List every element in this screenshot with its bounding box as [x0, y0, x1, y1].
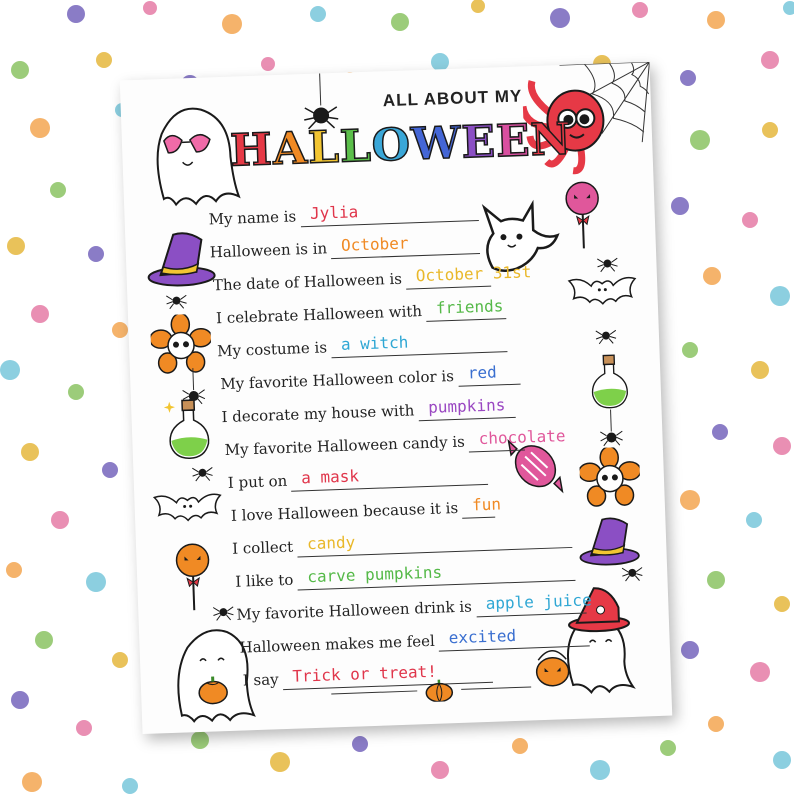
polka-dot — [30, 118, 50, 138]
polka-dot — [773, 437, 791, 455]
polka-dot — [708, 716, 724, 732]
polka-dot — [391, 13, 409, 31]
polka-dot — [22, 772, 42, 792]
polka-dot — [11, 61, 29, 79]
form-answer: a witch — [340, 332, 409, 354]
potion-bottle-icon — [586, 353, 634, 411]
answer-line[interactable] — [475, 588, 592, 617]
polka-dot — [712, 424, 728, 440]
form-answer: October 31st — [415, 262, 532, 286]
polka-dot — [750, 662, 770, 682]
polka-dot — [7, 237, 25, 255]
worksheet — [120, 62, 673, 734]
answer-line[interactable] — [462, 493, 502, 519]
title-letter: O — [370, 119, 412, 172]
answer-line[interactable] — [405, 262, 532, 290]
form-answer: Trick or treat! — [292, 661, 438, 686]
polka-dot — [352, 736, 368, 752]
polka-dot — [746, 512, 762, 528]
polka-dot — [35, 631, 53, 649]
polka-dot — [742, 212, 758, 228]
answer-line[interactable] — [457, 360, 520, 387]
polka-dot — [707, 11, 725, 29]
polka-dot — [261, 57, 275, 71]
polka-dot — [773, 751, 791, 769]
potion-bottle-icon — [163, 397, 215, 461]
polka-dot — [222, 14, 242, 34]
form-answer: friends — [435, 296, 504, 318]
form-answer: chocolate — [478, 426, 566, 449]
answer-line[interactable] — [468, 426, 566, 453]
small-spider-icon — [191, 462, 214, 483]
witch-hat-icon — [145, 227, 217, 289]
polka-dot — [681, 641, 699, 659]
title-letter: L — [307, 121, 341, 174]
title-letter: W — [410, 117, 463, 171]
title-letter: N — [529, 113, 573, 167]
page-title — [229, 113, 573, 178]
form-prompt: I say — [242, 670, 279, 690]
polka-dot — [770, 286, 790, 306]
subtitle: ALL ABOUT MY — [382, 86, 523, 111]
polka-dot — [68, 384, 84, 400]
polka-dot — [431, 761, 449, 779]
form-answer: a mask — [300, 466, 360, 488]
form-answer: pumpkins — [427, 395, 506, 417]
form-prompt: My favorite Halloween drink is — [236, 597, 473, 624]
form-prompt: I like to — [234, 570, 294, 591]
polka-dot — [86, 572, 106, 592]
form-prompt: My name is — [208, 207, 297, 229]
flower-skull-icon — [579, 447, 641, 509]
polka-dot — [122, 778, 138, 794]
answer-line[interactable] — [426, 294, 507, 322]
title-letter: E — [460, 116, 497, 169]
small-spider-icon — [165, 290, 188, 311]
polka-dot — [703, 267, 721, 285]
form-answer: excited — [448, 625, 517, 648]
polka-dot — [6, 562, 22, 578]
polka-dot — [707, 571, 725, 589]
polka-dot — [50, 182, 66, 198]
polka-dot — [680, 490, 700, 510]
polka-dot — [112, 652, 128, 668]
polka-dot — [0, 360, 20, 380]
polka-dot — [11, 691, 29, 709]
small-spider-icon — [595, 325, 618, 346]
small-spider-icon — [621, 562, 644, 583]
form-answer: carve pumpkins — [306, 562, 443, 587]
polka-dot — [751, 361, 769, 379]
polka-dot — [270, 752, 290, 772]
polka-dot — [51, 511, 69, 529]
lollipop-icon — [562, 180, 604, 251]
form-prompt: My favorite Halloween color is — [220, 366, 455, 394]
polka-dot — [762, 122, 778, 138]
answer-line[interactable] — [418, 393, 516, 421]
polka-dot — [682, 342, 698, 358]
form-answer: Jylia — [309, 202, 359, 223]
form-prompt: My favorite Halloween candy is — [224, 432, 466, 460]
lollipop-icon — [172, 542, 214, 613]
small-spider-icon — [596, 253, 619, 274]
polka-dot — [690, 130, 710, 150]
form-prompt: I love Halloween because it is — [230, 498, 459, 525]
answer-line[interactable] — [438, 621, 590, 651]
form-prompt: Halloween makes me feel — [239, 631, 436, 657]
polka-dot — [96, 52, 112, 68]
form-answer: apple juice — [485, 590, 592, 613]
polka-dot — [671, 197, 689, 215]
form-prompt: Halloween is in — [209, 239, 328, 262]
form-prompt: I collect — [231, 537, 294, 558]
pumpkin-icon — [424, 677, 455, 702]
polka-dot — [632, 2, 648, 18]
polka-dot — [88, 246, 104, 262]
polka-dot — [67, 5, 85, 23]
polka-dot — [761, 51, 779, 69]
hanging-spider-icon — [598, 409, 625, 450]
polka-dot — [102, 462, 118, 478]
title-letter: A — [271, 122, 309, 176]
small-spider-icon — [212, 602, 235, 623]
polka-dot — [191, 731, 209, 749]
form-prompt: I decorate my house with — [221, 401, 415, 427]
flower-skull-icon — [150, 313, 212, 375]
form-answer: October — [340, 233, 409, 255]
polka-dot — [512, 738, 528, 754]
bat-icon — [152, 489, 223, 527]
polka-dot — [660, 740, 676, 756]
polka-dot — [783, 1, 794, 15]
polka-dot — [310, 6, 326, 22]
form-prompt: The date of Halloween is — [212, 269, 403, 295]
form-prompt: My costume is — [216, 338, 328, 361]
form-prompt: I celebrate Halloween with — [215, 302, 423, 328]
answer-line[interactable] — [331, 229, 480, 259]
form-answer: candy — [306, 532, 356, 554]
title-letter: L — [338, 120, 373, 173]
polka-dot — [550, 8, 570, 28]
witch-hat-icon — [577, 513, 641, 569]
polka-dot — [76, 720, 92, 736]
polka-dot — [21, 443, 39, 461]
polka-dot — [31, 305, 49, 323]
title-letter: E — [495, 115, 532, 168]
title-letter: H — [229, 124, 274, 177]
bat-icon — [567, 273, 638, 311]
polka-dot — [774, 596, 790, 612]
form-prompt: I put on — [227, 471, 288, 492]
ghost-with-heart-glasses-icon — [140, 96, 244, 209]
polka-dot — [143, 1, 157, 15]
polka-dot — [112, 322, 128, 338]
form-answer: red — [467, 362, 498, 383]
polka-dot — [680, 70, 696, 86]
polka-dot — [590, 760, 610, 780]
form-answer: fun — [471, 494, 502, 515]
polka-dot — [471, 0, 485, 13]
